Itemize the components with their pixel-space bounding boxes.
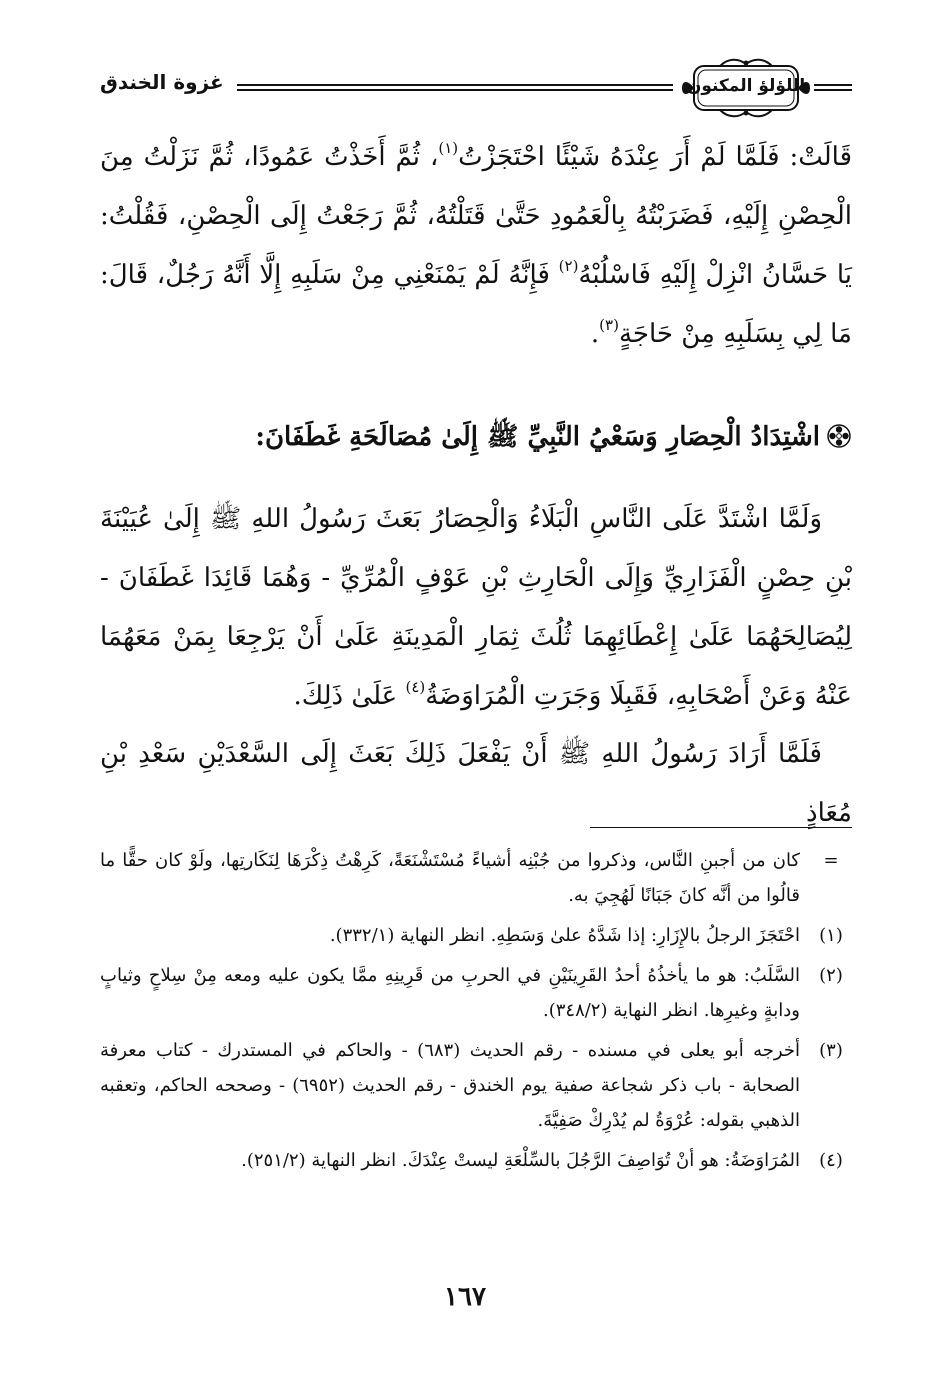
paragraph-2-text: وَلَمَّا اشْتَدَّ عَلَى النَّاسِ الْبَلَاءُ وَالْحِصَارُ بَعَثَ رَسُولُ اللهِ ﷺ إِلَىٰ عُيَيْنَةَ بْنِ حِصْنٍ الْفَزَارِيِّ وَإِلَى الْحَارِثِ بْنِ عَوْفٍ الْمُرِّيِّ - وَهُمَا قَائِدَا غَطَفَانَ - لِيُصَالِحَهُمَا عَلَىٰ إِعْطَائِهِمَا ثُلُثَ ثِمَارِ الْمَدِينَةِ عَلَىٰ أَنْ يَرْجِعَا بِمَنْ مَعَهُمَا عَنْهُ وَعَنْ أَصْحَابِهِ، فَقَبِلَا وَجَرَتِ الْمُرَاوَضَةُ (100, 504, 852, 711)
footnote-4 (100, 1143, 852, 1178)
footnotes (100, 843, 852, 1183)
footnote-text: كان من أجبنِ النَّاس، وذكروا من جُبْنِه أشياءً مُسْتَشْنَعَةً، كَرِهْتُ ذِكْرَهَا لِنَكَارتِها، ولَوْ كان حقًّا ما قالُوا من أنَّه كانَ جَبَانًا لَهُجِيَ به. (100, 850, 800, 906)
footnote-text: المُرَاوَضَةُ: هو أنْ تُوَاصِفَ الرَّجُلَ بالسِّلْعَةِ ليستْ عِنْدَكَ. انظر النهاية (٢٥١/٢). (241, 1150, 800, 1171)
footnote-ref-1: (١) (438, 139, 459, 157)
book-title-cartouche (680, 58, 812, 118)
paragraph-1 (100, 128, 852, 364)
footnote-text: احْتَجَزَ الرجلُ بالإِزَارِ: إذا شَدَّهُ علىٰ وَسَطِهِ. انظر النهاية (٣٣٢/١). (329, 925, 800, 946)
paragraph-1-text-b: ، ثُمَّ أَخَذْتُ عَمُودًا، ثُمَّ نَزَلْتُ مِنَ الْحِصْنِ إِلَيْهِ، فَضَرَبْتُهُ بِالْعَمُودِ حَتَّىٰ قَتَلْتُهُ، ثُمَّ رَجَعْتُ إِلَى الْحِصْنِ، فَقُلْتُ: يَا حَسَّانُ انْزِلْ إِلَيْهِ فَاسْلُبْهُ (100, 142, 852, 290)
footnote-marker: (٣) (819, 1040, 843, 1061)
footnote-separator (590, 827, 852, 828)
flower-ornament-icon (826, 423, 852, 449)
chapter-title: غزوة الخندق (100, 70, 224, 94)
footnote-ref-3: (٣) (599, 316, 619, 334)
footnote-marker: (٢) (819, 965, 843, 986)
paragraph-1-text-c: فَإِنَّهُ لَمْ يَمْنَعْنِي مِنْ سَلَبِهِ إِلَّا أَنَّهُ رَجُلٌ، قَالَ: مَا لِي بِسَلَبِهِ مِنْ حَاجَةٍ (100, 260, 852, 349)
paragraph-1-text-a: قَالَتْ: فَلَمَّا لَمْ أَرَ عِنْدَهُ شَيْئًا احْتَجَزْتُ (458, 142, 853, 172)
book-title: اللؤلؤ المكنون (686, 76, 806, 96)
footnote-text: أخرجه أبو يعلى في مسنده - رقم الحديث (٦٨٣) - والحاكم في المستدرك - كتاب معرفة الصحابة - باب ذكر شجاعة صفية يوم الخندق - رقم الحديث (٦٩٥٢) - وصححه الحاكم، وتعقبه الذهبي بقوله: عُرْوَةُ لم يُدْرِكْ صَفِيَّةَ. (100, 1040, 800, 1131)
paragraph-3: فَلَمَّا أَرَادَ رَسُولُ اللهِ ﷺ أَنْ يَفْعَلَ ذَلِكَ بَعَثَ إِلَى السَّعْدَيْنِ سَعْدِ بْنِ مُعَاذٍ (100, 739, 852, 828)
section-heading-text: اشْتِدَادُ الْحِصَارِ وَسَعْيُ النَّبِيِّ ﷺ إِلَىٰ مُصَالَحَةِ غَطَفَانَ: (255, 422, 820, 452)
footnote-marker: (٤) (819, 1150, 843, 1171)
footnote-marker: = (823, 850, 839, 871)
footnote-3 (100, 1033, 852, 1138)
header-rule-left (237, 84, 673, 91)
footnote-2 (100, 958, 852, 1028)
footnote-continuation (100, 843, 852, 913)
paragraph-2 (100, 490, 852, 726)
footnote-ref-4: (٤) (405, 678, 426, 696)
section-heading (100, 417, 852, 457)
header-rule-right (814, 84, 852, 91)
footnote-1 (100, 918, 852, 953)
footnote-ref-2: (٢) (558, 257, 579, 275)
paragraph-2-end: عَلَىٰ ذَلِكَ. (293, 681, 406, 711)
page-number: ١٦٧ (444, 1282, 486, 1312)
footnote-text: السَّلَبُ: هو ما يأخذُهُ أحدُ القَرِينَيْنِ في الحربِ من قَرِينِهِ ممَّا يكون عليه ومعه مِنْ سِلاحٍ وثيابٍ ودابةٍ وغيرِها. انظر النهاية (٣٤٨/٢). (100, 965, 800, 1021)
footnote-marker: (١) (819, 925, 843, 946)
paragraph-1-end: . (590, 319, 600, 349)
running-header (100, 58, 852, 120)
